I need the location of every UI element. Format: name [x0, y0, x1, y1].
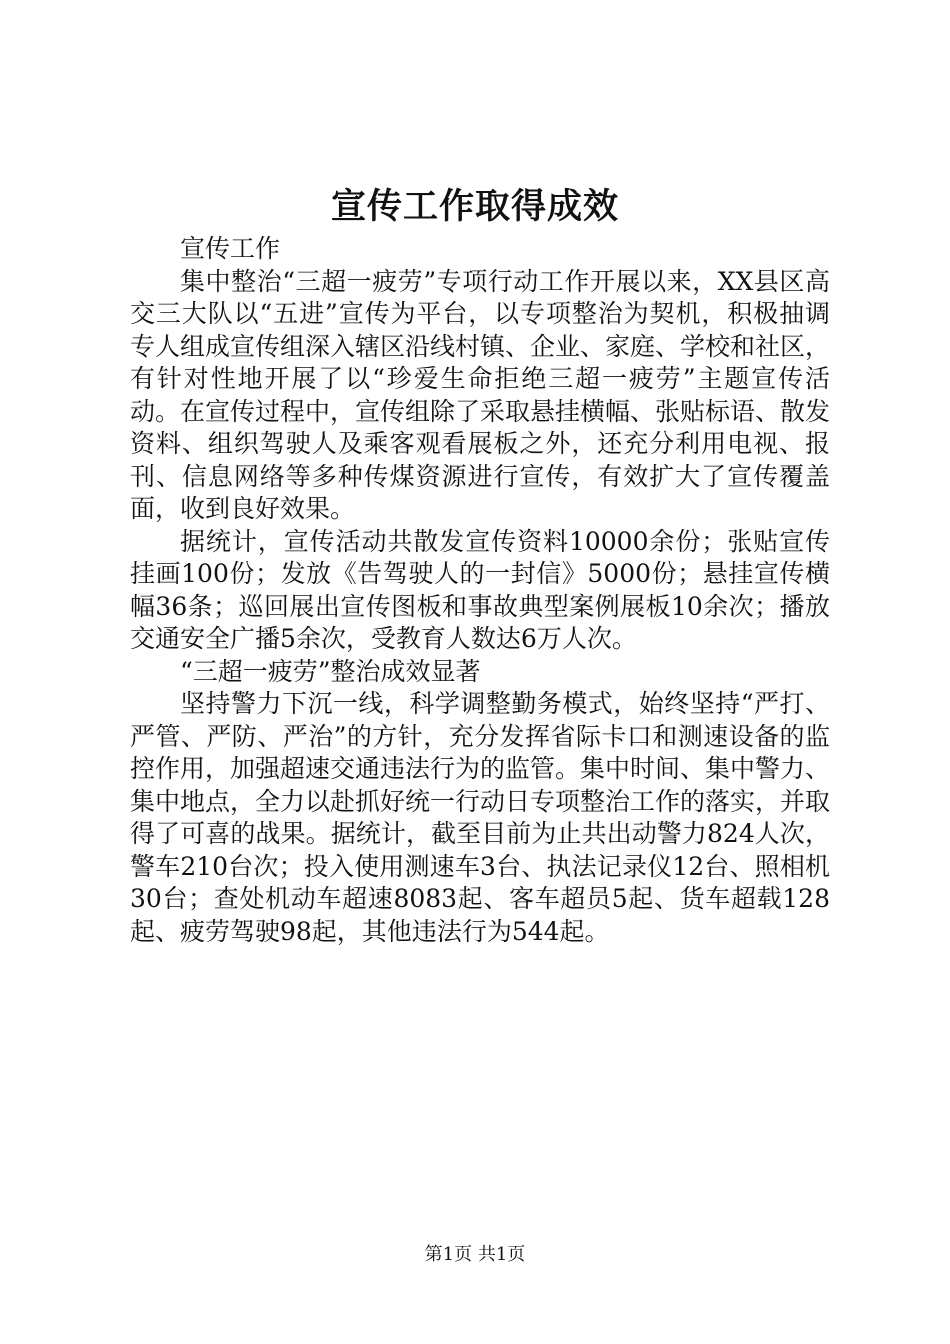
section-heading-publicity: 宣传工作	[180, 234, 281, 263]
paragraph-enforcement-results: 坚持警力下沉一线，科学调整勤务模式，始终坚持“严打、严管、严防、严治”的方针，充分发挥省际卡口和测速设备的监控作用，加强超速交通违法行为的监管。集中时间、集中警力、集中地点，全力以赴抓好统一行动日专项整治工作的落实，并取得了可喜的战果。据统计，截至目前为止共出动警力824人次，警车210台次；投入使用测速车3台、执法记录仪12台、照相机30台；查处机动车超速8083起、客车超员5起、货车超载128起、疲劳驾驶98起，其他违法行为544起。	[130, 689, 831, 946]
document-body	[130, 233, 830, 948]
section-heading-results: “三超一疲劳”整治成效显著	[180, 656, 481, 686]
document-title: 宣传工作取得成效	[330, 186, 619, 227]
page-footer: 第1页 共1页	[424, 1244, 526, 1265]
paragraph-publicity-statistics: 据统计，宣传活动共散发宣传资料10000余份；张贴宣传挂画100份；发放《告驾驶人的一封信》5000份；悬挂宣传横幅36条；巡回展出宣传图板和事故典型案例展板10余次；播放交通安全广播5余次，受教育人数达6万人次。	[130, 526, 830, 653]
paragraph-publicity-overview: 集中整治“三超一疲劳”专项行动工作开展以来，XX县区高交三大队以“五进”宣传为平台，以专项整治为契机，积极抽调专人组成宣传组深入辖区沿线村镇、企业、家庭、学校和社区，有针对性地开展了以“珍爱生命拒绝三超一疲劳”主题宣传活动。在宣传过程中，宣传组除了采取悬挂横幅、张贴标语、散发资料、组织驾驶人及乘客观看展板之外，还充分利用电视、报刊、信息网络等多种传煤资源进行宣传，有效扩大了宣传覆盖面，收到良好效果。	[130, 266, 831, 523]
